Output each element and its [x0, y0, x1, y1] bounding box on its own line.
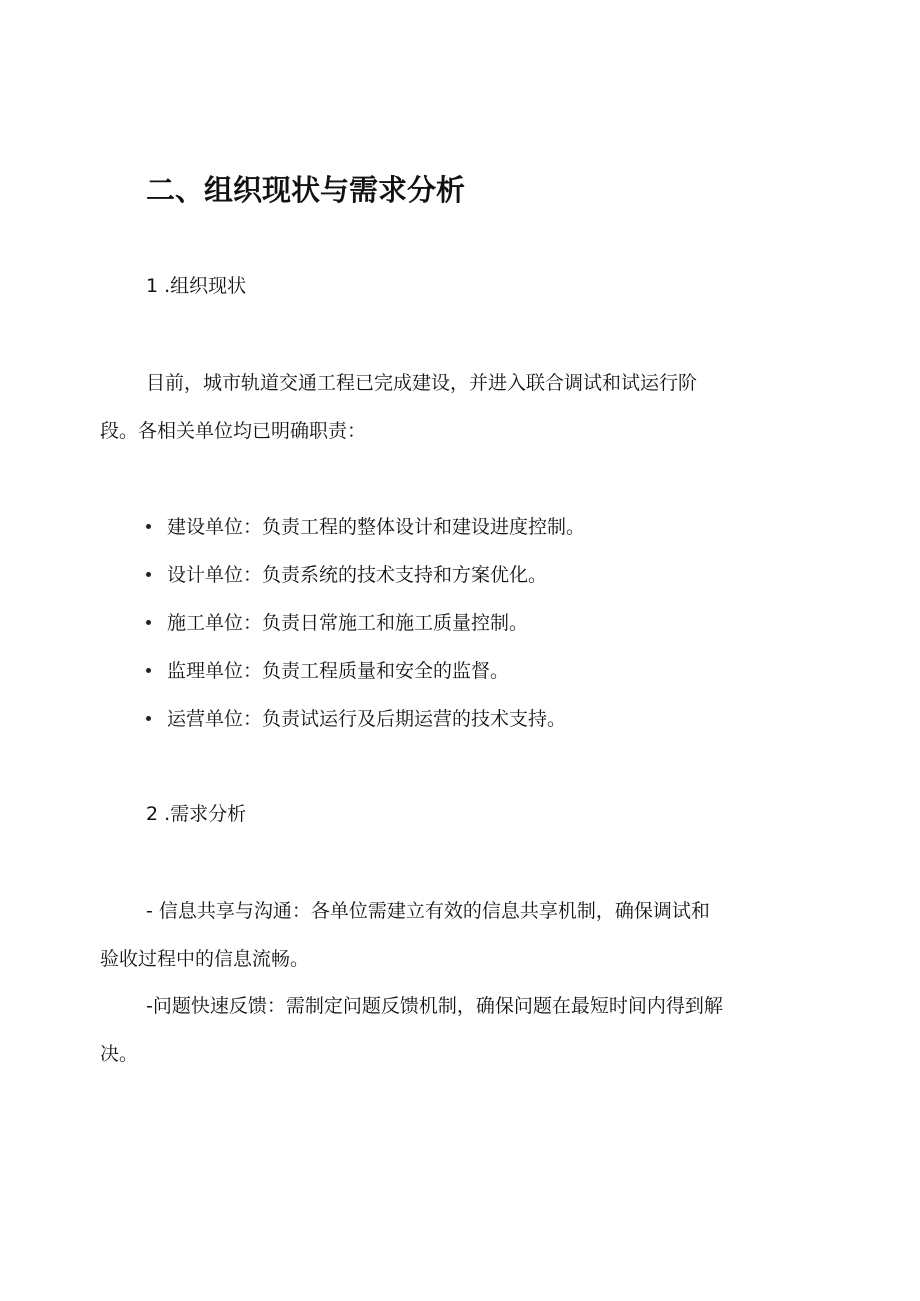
list-item-text: 监理单位：负责工程质量和安全的监督。: [167, 660, 510, 682]
list-item: [146, 695, 585, 743]
paragraph-line: 目前，城市轨道交通工程已完成建设，并进入联合调试和试运行阶: [146, 372, 698, 394]
bullet-icon: [146, 668, 151, 673]
paragraph-line: 决。: [100, 1043, 139, 1065]
list-item-text: 设计单位：负责系统的技术支持和方案优化。: [167, 564, 548, 586]
list-item: [146, 551, 585, 599]
paragraph-line: -问题快速反馈：需制定问题反馈机制，确保问题在最短时间内得到解: [146, 995, 723, 1017]
section2-item2-paragraph: [100, 982, 820, 1078]
paragraph-line: 验收过程中的信息流畅。: [100, 948, 310, 970]
list-item-text: 施工单位：负责日常施工和施工质量控制。: [167, 612, 529, 634]
section-heading: 二、组织现状与需求分析: [146, 173, 466, 207]
bullet-icon: [146, 524, 151, 529]
list-item: [146, 647, 585, 695]
section2-title: 2 .需求分析: [146, 803, 247, 825]
list-item: [146, 599, 585, 647]
paragraph-line: - 信息共享与沟通：各单位需建立有效的信息共享机制，确保调试和: [146, 900, 710, 922]
responsibility-list: [146, 503, 585, 743]
bullet-icon: [146, 716, 151, 721]
paragraph-line: 段。各相关单位均已明确职责：: [100, 420, 367, 442]
section2-item1-paragraph: [100, 887, 820, 983]
bullet-icon: [146, 572, 151, 577]
section1-intro-paragraph: [100, 359, 820, 455]
section1-title: 1 .组织现状: [146, 275, 247, 297]
list-item: [146, 503, 585, 551]
bullet-icon: [146, 620, 151, 625]
list-item-text: 建设单位：负责工程的整体设计和建设进度控制。: [167, 516, 586, 538]
list-item-text: 运营单位：负责试运行及后期运营的技术支持。: [167, 708, 567, 730]
